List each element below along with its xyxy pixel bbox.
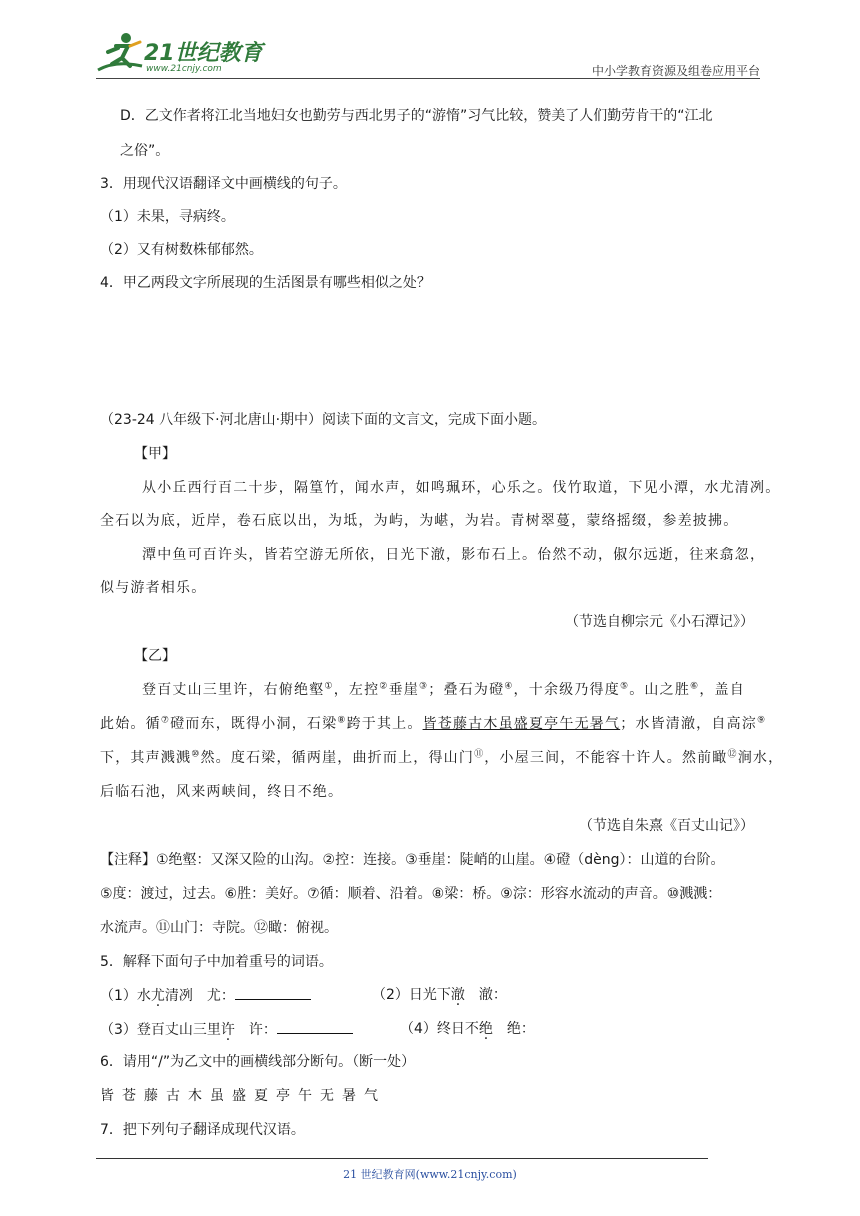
note-ref: ⑪ xyxy=(474,749,485,760)
page-header xyxy=(96,30,760,82)
q-text: （1）水 xyxy=(100,988,151,1004)
notes-line-2: ⑤度：渡过，过去。⑥胜：美好。⑦循：顺着、沿着。⑧梁：桥。⑨淙：形容水流动的声音。⑩溅溅： xyxy=(100,886,722,902)
jia-label: 【甲】 xyxy=(134,446,176,462)
yi-line-2 xyxy=(100,714,766,734)
emphasized-word: 澈 xyxy=(450,987,465,1003)
jia-paragraph-1b: 全石以为底，近岸，卷石底以出，为坻，为屿，为嵁，为岩。青树翠蔓，蒙络摇缀，参差披拂。 xyxy=(100,513,739,529)
site-logo xyxy=(96,30,266,80)
yi-text: ，十余级乃得度 xyxy=(513,682,620,698)
logo-url: www.21cnjy.com xyxy=(146,64,222,74)
yi-text: ，左控 xyxy=(333,682,380,698)
note-ref: ① xyxy=(324,681,334,692)
page-footer: 21 世纪教育网(www.21cnjy.com) xyxy=(343,1168,517,1181)
emphasized-word: 绝 xyxy=(478,1021,493,1037)
note-ref: ⑧ xyxy=(337,715,347,726)
yi-text: 下，其声溅溅 xyxy=(100,750,192,766)
jia-source: （节选自柳宗元《小石潭记》） xyxy=(565,614,754,630)
note-ref: ⑩ xyxy=(191,749,201,760)
question-4: 4．甲乙两段文字所展现的生活图景有哪些相似之处？ xyxy=(100,275,431,291)
question-5-4 xyxy=(400,1019,535,1039)
notes-line-1: 【注释】①绝壑：又深又险的山沟。②控：连接。③垂崖：陡峭的山崖。④磴（dèng）：山道的台阶。 xyxy=(100,852,725,868)
note-ref: ⑨ xyxy=(757,715,767,726)
header-divider xyxy=(96,78,760,79)
yi-text: ，小屋三间，不能容十许人。然前瞰 xyxy=(484,750,728,766)
question-3-1: （1）未果，寻病终。 xyxy=(100,209,235,225)
yi-source: （节选自朱熹《百丈山记》） xyxy=(579,818,754,834)
underlined-sentence: 皆苍藤古木虽盛夏亭午无暑气 xyxy=(422,716,621,732)
option-d-line1: D．乙文作者将江北当地妇女也勤劳与西北男子的“游惰”习气比较，赞美了人们勤劳肯干的“江北 xyxy=(120,108,713,124)
yi-text: ；叠石为磴 xyxy=(428,682,505,698)
yi-text: 磴而东，既得小洞，石梁 xyxy=(170,716,338,732)
emphasized-word: 许 xyxy=(220,1022,235,1038)
question-3-2: （2）又有树数株郁郁然。 xyxy=(100,242,263,258)
footer-divider xyxy=(96,1158,708,1159)
yi-line-4: 后临石池，风来两峡间，终日不绝。 xyxy=(100,784,344,800)
answer-blank[interactable] xyxy=(235,985,311,1000)
option-d-line2: 之俗”。 xyxy=(120,143,170,159)
q-text: （3）登百丈山三里 xyxy=(100,1022,221,1038)
note-ref: ⑤ xyxy=(619,681,630,692)
yi-text: ；水皆清澈，自高淙 xyxy=(620,716,757,732)
yi-text: 然。度石梁，循两崖，曲折而上，得山门 xyxy=(200,750,475,766)
yi-text: 。山之胜 xyxy=(629,682,691,698)
yi-label: 【乙】 xyxy=(134,648,176,664)
yi-text: 此始。循 xyxy=(100,716,161,732)
question-7: 7．把下列句子翻译成现代汉语。 xyxy=(100,1122,305,1138)
note-ref: ⑥ xyxy=(690,681,700,692)
question-5-3 xyxy=(100,1019,353,1040)
answer-blank[interactable] xyxy=(277,1019,353,1034)
yi-text: 垂崖 xyxy=(388,682,419,698)
notes-line-3: 水流声。⑪山门：寺院。⑫瞰：俯视。 xyxy=(100,920,338,936)
question-5-1 xyxy=(100,985,311,1006)
passage-intro: （23-24 八年级下·河北唐山·期中）阅读下面的文言文，完成下面小题。 xyxy=(100,412,547,428)
question-6: 6．请用“/”为乙文中的画横线部分断句。（断一处） xyxy=(100,1054,416,1070)
jia-paragraph-2a: 潭中鱼可百许头，皆若空游无所依，日光下澈，影布石上。佁然不动，俶尔远逝，往来翕忽， xyxy=(142,547,766,563)
q-text: 澈： xyxy=(464,987,507,1003)
question-5: 5．解释下面句子中加着重号的词语。 xyxy=(100,954,333,970)
jia-paragraph-2b: 似与游者相乐。 xyxy=(100,580,207,596)
note-ref: ③ xyxy=(418,681,429,692)
yi-text: 跨于其上。 xyxy=(346,716,423,732)
yi-text: 涧水， xyxy=(737,750,784,766)
logo-text: 21世纪教育 xyxy=(144,41,263,66)
yi-text: ，盖自 xyxy=(699,682,745,698)
jia-paragraph-1a: 从小丘西行百二十步，隔篁竹，闻水声，如鸣珮环，心乐之。伐竹取道，下见小潭，水尤清冽。 xyxy=(142,480,781,496)
question-3: 3．用现代汉语翻译文中画横线的句子。 xyxy=(100,176,347,192)
question-5-2 xyxy=(372,985,507,1005)
emphasized-word: 尤 xyxy=(150,988,165,1004)
question-6-text: 皆苍藤古木虽盛夏亭午无暑气 xyxy=(100,1088,386,1104)
q-text: （4）终日不 xyxy=(400,1021,479,1037)
q-text: （2）日光下 xyxy=(372,987,451,1003)
q-text: 许： xyxy=(234,1022,277,1038)
platform-name: 中小学教育资源及组卷应用平台 xyxy=(591,64,760,78)
yi-text: 登百丈山三里许，右俯绝壑 xyxy=(142,682,325,698)
note-ref: ④ xyxy=(504,681,514,692)
runner-logo-icon xyxy=(96,30,146,76)
q-text: 绝： xyxy=(492,1021,535,1037)
yi-line-3 xyxy=(100,748,783,768)
note-ref: ② xyxy=(379,681,389,692)
note-ref: ⑦ xyxy=(160,715,171,726)
yi-line-1 xyxy=(142,680,745,700)
q-text: 清冽 尤： xyxy=(164,988,235,1004)
note-ref: ⑫ xyxy=(727,749,738,760)
